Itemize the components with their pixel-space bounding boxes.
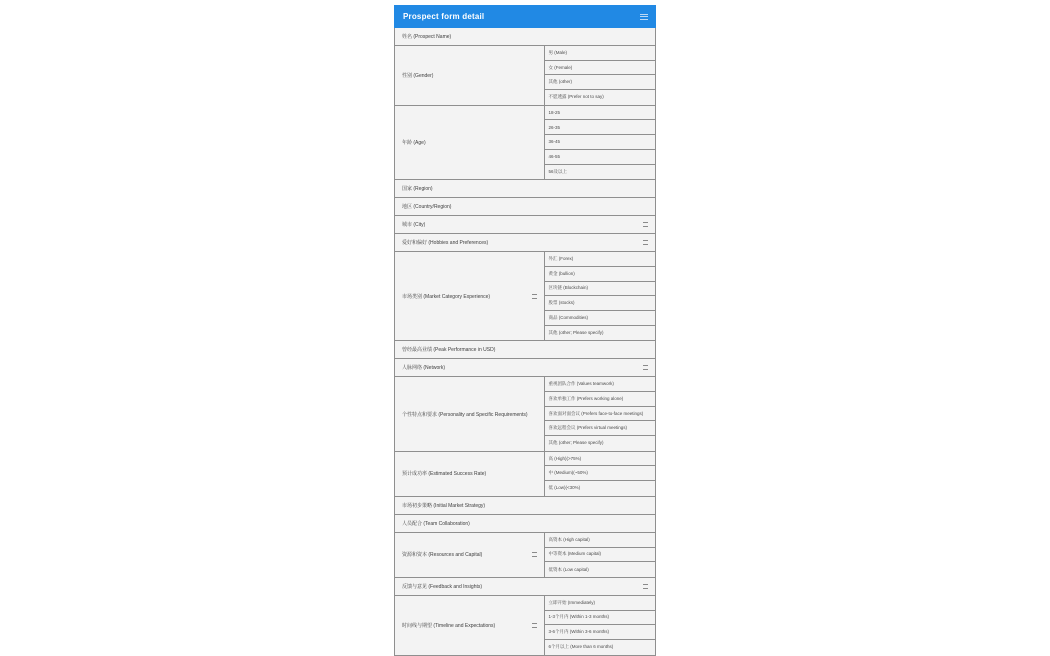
- field-options: [545, 533, 656, 577]
- option-cell[interactable]: [545, 150, 656, 165]
- prospect-form-card: [394, 5, 656, 656]
- equals-lines-icon: [532, 623, 537, 628]
- option-cell[interactable]: [545, 640, 656, 655]
- form-field-group-row[interactable]: [395, 533, 655, 578]
- option-label: 56及以上: [548, 168, 568, 174]
- option-label: 喜欢单独工作 (Prefers working alone): [548, 395, 624, 401]
- option-label: 立即开始 (Immediately): [548, 599, 596, 605]
- hamburger-menu-icon[interactable]: [640, 14, 648, 20]
- option-cell[interactable]: [545, 533, 656, 548]
- field-label: 反馈与意见 (Feedback and Insights): [402, 583, 483, 590]
- form-field-row[interactable]: [395, 359, 655, 377]
- field-options: [545, 46, 656, 105]
- option-cell[interactable]: [545, 165, 656, 180]
- option-label: 外汇 (Forex): [548, 256, 574, 262]
- option-cell[interactable]: [545, 296, 656, 311]
- equals-lines-icon: [532, 552, 537, 557]
- option-label: 男 (Male): [548, 49, 568, 55]
- option-label: 高 (High)(>75%): [548, 455, 582, 461]
- option-cell[interactable]: [545, 267, 656, 282]
- option-label: 股票 (stocks): [548, 300, 575, 306]
- option-cell[interactable]: [545, 611, 656, 626]
- field-label: 预计成功率 (Estimated Success Rate): [402, 471, 487, 478]
- field-label: 性别 (Gender): [402, 72, 434, 79]
- field-options: [545, 452, 656, 496]
- field-label: 人员配合 (Team Collaboration): [402, 520, 470, 527]
- form-field-row[interactable]: [395, 341, 655, 359]
- option-cell[interactable]: [545, 625, 656, 640]
- option-label: 中等资本 (Medium capital): [548, 551, 602, 557]
- option-cell[interactable]: [545, 548, 656, 563]
- field-label: 市场类别 (Market Category Experience): [402, 293, 491, 300]
- field-options: [545, 252, 656, 340]
- field-options: [545, 106, 656, 179]
- field-label-cell: [395, 596, 545, 655]
- option-cell[interactable]: [545, 481, 656, 496]
- option-cell[interactable]: [545, 421, 656, 436]
- option-cell[interactable]: [545, 392, 656, 407]
- equals-lines-icon: [643, 584, 648, 589]
- field-label: 城市 (City): [402, 222, 426, 229]
- form-field-group-row[interactable]: [395, 452, 655, 497]
- option-cell[interactable]: [545, 90, 656, 105]
- option-cell[interactable]: [545, 106, 656, 121]
- form-field-row[interactable]: [395, 216, 655, 234]
- option-label: 喜欢面对面会议 (Prefers face-to-face meetings): [548, 410, 644, 416]
- option-label: 其他 (other; Please specify): [548, 329, 604, 335]
- field-options: [545, 377, 656, 450]
- option-label: 6个月以上 (More than 6 months): [548, 644, 614, 650]
- form-field-row[interactable]: [395, 28, 655, 46]
- form-header: [394, 5, 656, 28]
- field-label: 地区 (Country/Region): [402, 204, 452, 211]
- equals-lines-icon: [643, 222, 648, 227]
- option-cell[interactable]: [545, 596, 656, 611]
- field-label-cell: [395, 377, 545, 450]
- option-label: 3-6个月内 (Within 3-6 months): [548, 629, 610, 635]
- option-label: 46-55: [548, 154, 561, 160]
- option-label: 36-45: [548, 139, 561, 145]
- form-rows: [394, 28, 656, 656]
- option-cell[interactable]: [545, 326, 656, 341]
- option-label: 喜欢远程会议 (Prefers virtual meetings): [548, 425, 628, 431]
- equals-lines-icon: [532, 294, 537, 299]
- option-label: 18-25: [548, 110, 561, 116]
- form-field-group-row[interactable]: [395, 377, 655, 451]
- form-field-row[interactable]: [395, 234, 655, 252]
- option-label: 1-3个月内 (Within 1-3 months): [548, 614, 610, 620]
- field-label: 爱好和偏好 (Hobbies and Preferences): [402, 240, 489, 247]
- option-cell[interactable]: [545, 377, 656, 392]
- option-cell[interactable]: [545, 407, 656, 422]
- field-label: 时间线与期望 (Timeline and Expectations): [402, 622, 496, 629]
- option-label: 重视团队合作 (Values teamwork): [548, 381, 614, 387]
- form-field-row[interactable]: [395, 515, 655, 533]
- field-label: 年龄 (Age): [402, 139, 426, 146]
- option-label: 其他 (other; Please specify): [548, 440, 604, 446]
- form-field-row[interactable]: [395, 198, 655, 216]
- field-label-cell: [395, 252, 545, 340]
- field-label-cell: [395, 533, 545, 577]
- form-field-group-row[interactable]: [395, 46, 655, 106]
- form-field-group-row[interactable]: [395, 252, 655, 341]
- field-label: 个性特点和要求 (Personality and Specific Requirements): [402, 411, 528, 418]
- equals-lines-icon: [643, 365, 648, 370]
- option-label: 区块链 (Blockchain): [548, 285, 589, 291]
- field-label-cell: [395, 452, 545, 496]
- option-label: 不愿透露 (Prefer not to say): [548, 94, 604, 100]
- option-cell[interactable]: [545, 562, 656, 577]
- option-label: 26-35: [548, 124, 561, 130]
- field-label: 曾经最高业绩 (Peak Performance in USD): [402, 347, 496, 354]
- field-options: [545, 596, 656, 655]
- option-label: 中 (Medium)(~50%): [548, 470, 588, 476]
- option-cell[interactable]: [545, 46, 656, 61]
- option-label: 黄金 (bullion): [548, 270, 575, 276]
- option-label: 低资本 (Low capital): [548, 566, 589, 572]
- field-label: 人脉网络 (Network): [402, 365, 446, 372]
- option-cell[interactable]: [545, 61, 656, 76]
- option-cell[interactable]: [545, 135, 656, 150]
- option-cell[interactable]: [545, 452, 656, 467]
- option-label: 女 (Female): [548, 64, 573, 70]
- field-label: 姓名 (Prospect Name): [402, 34, 452, 40]
- field-label-cell: [395, 106, 545, 179]
- option-cell[interactable]: [545, 282, 656, 297]
- option-cell[interactable]: [545, 120, 656, 135]
- option-label: 其他 (other): [548, 79, 573, 85]
- field-label: 资源和资本 (Resources and Capital): [402, 552, 483, 559]
- option-label: 低 (Low)(<30%): [548, 485, 581, 491]
- field-label: 市场初步策略 (Initial Market Strategy): [402, 502, 486, 509]
- page-title: Prospect form detail: [403, 12, 485, 21]
- form-field-group-row[interactable]: [395, 106, 655, 180]
- form-field-row[interactable]: [395, 497, 655, 515]
- form-field-row[interactable]: [395, 578, 655, 596]
- option-cell[interactable]: [545, 466, 656, 481]
- field-label: 国家 (Region): [402, 186, 433, 193]
- option-cell[interactable]: [545, 75, 656, 90]
- option-cell[interactable]: [545, 311, 656, 326]
- equals-lines-icon: [643, 240, 648, 245]
- form-field-row[interactable]: [395, 180, 655, 198]
- option-cell[interactable]: [545, 252, 656, 267]
- option-label: 商品 (Commodities): [548, 314, 589, 320]
- option-label: 高资本 (High capital): [548, 536, 590, 542]
- option-cell[interactable]: [545, 436, 656, 451]
- form-field-group-row[interactable]: [395, 596, 655, 655]
- field-label-cell: [395, 46, 545, 105]
